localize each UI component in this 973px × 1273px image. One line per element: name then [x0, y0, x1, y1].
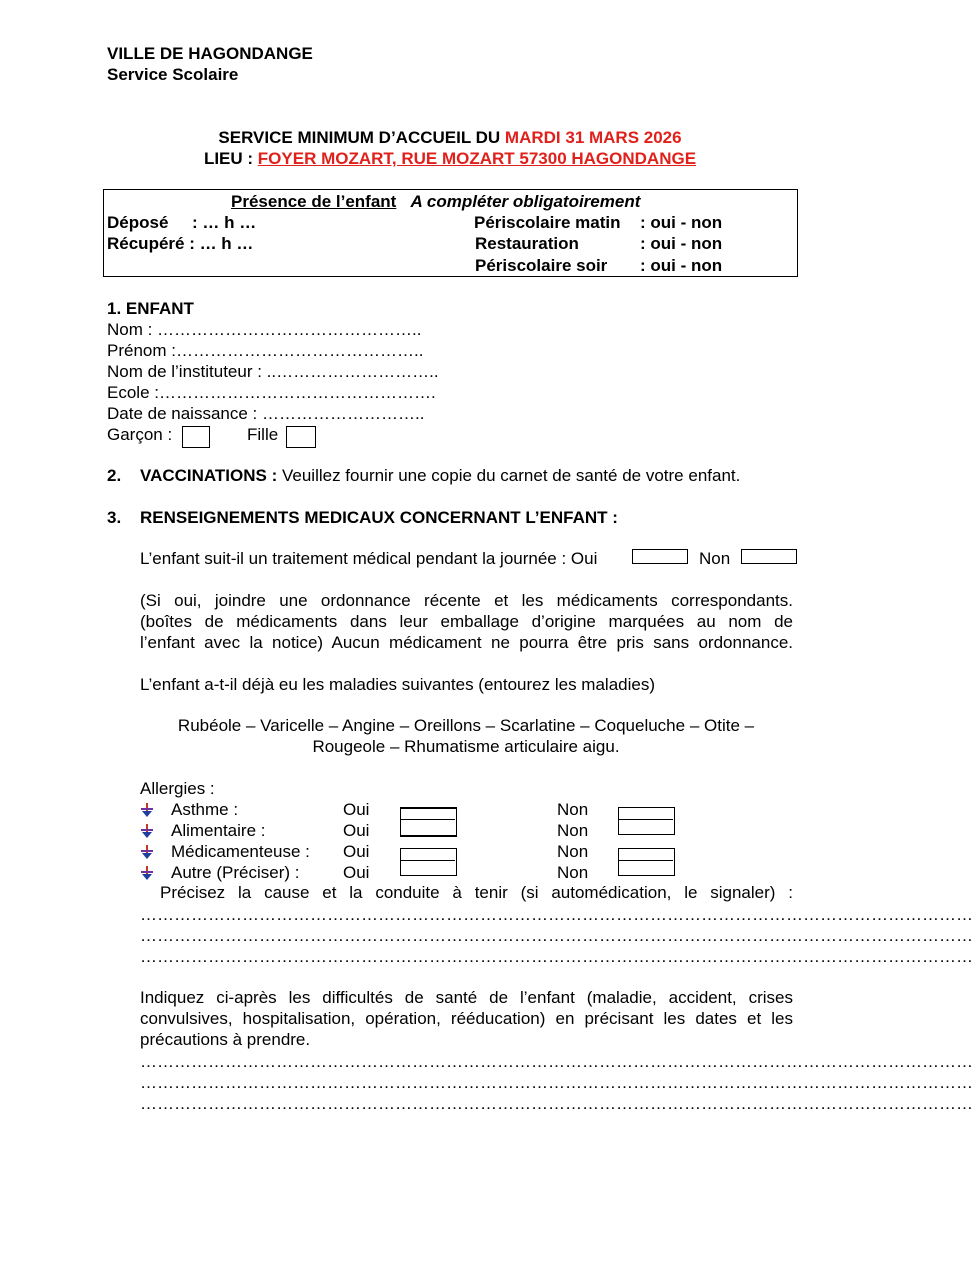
vaccinations-text [140, 465, 740, 486]
treatment-oui-checkbox[interactable] [632, 549, 688, 564]
divider [400, 819, 455, 820]
naissance-field[interactable]: Date de naissance : ……………………….. [107, 404, 425, 423]
diseases-line-1[interactable]: Rubéole – Varicelle – Angine – Oreillons – Scarlatine – Coqueluche – Otite – [177, 716, 755, 735]
restauration-choice[interactable]: : oui - non [640, 234, 723, 253]
prescription-line-2: (boîtes de médicaments dans leur emballage d’origine marquées au nom de [140, 612, 793, 631]
ecole-field[interactable]: Ecole :…………………………………………. [107, 383, 436, 402]
medicamenteuse-autre-oui-box[interactable] [400, 848, 457, 876]
autre-oui-label: Oui [343, 863, 370, 882]
medicamenteuse-autre-non-box[interactable] [618, 848, 675, 876]
medicamenteuse-oui-label: Oui [343, 842, 370, 861]
medicamenteuse-label: Médicamenteuse : [171, 842, 310, 861]
divider [618, 860, 673, 861]
fille-label: Fille [247, 425, 279, 444]
alimentaire-label: Alimentaire : [171, 821, 266, 840]
fille-checkbox[interactable] [286, 426, 316, 448]
difficulties-answer-1[interactable]: ………………………………………………………………………………………………………………………………… [140, 1052, 973, 1071]
restauration-label: Restauration [475, 234, 579, 253]
alimentaire-non-label: Non [557, 821, 589, 840]
difficulties-line-3: précautions à prendre. [140, 1030, 311, 1049]
vaccinations-number: 2. [107, 466, 122, 485]
title-line-2 [0, 148, 900, 169]
garcon-checkbox[interactable] [182, 426, 210, 448]
alimentaire-oui-label: Oui [343, 821, 370, 840]
divider [400, 860, 455, 861]
treatment-non-checkbox[interactable] [741, 549, 797, 564]
title-line-1 [0, 127, 900, 148]
title-prefix: SERVICE MINIMUM D’ACCUEIL DU [218, 128, 505, 147]
presence-heading [231, 191, 640, 212]
difficulties-answer-3[interactable]: ………………………………………………………………………………………………………………………………… [140, 1094, 973, 1113]
medicamenteuse-non-label: Non [557, 842, 589, 861]
divider [618, 819, 673, 820]
asthme-label: Asthme : [171, 800, 239, 819]
vaccinations-heading: VACCINATIONS : [140, 466, 278, 485]
service-name: Service Scolaire [107, 65, 239, 84]
periscolaire-matin-choice[interactable]: : oui - non [640, 213, 723, 232]
instituteur-field[interactable]: Nom de l’instituteur : ..……………………….. [107, 362, 439, 381]
autre-label: Autre (Préciser) : [171, 863, 300, 882]
bullet-arrow-icon [140, 865, 154, 879]
medical-number: 3. [107, 508, 122, 527]
event-location: FOYER MOZART, RUE MOZART 57300 HAGONDANGE [257, 149, 697, 168]
depose-field[interactable]: Déposé : … h … [107, 213, 257, 232]
difficulties-answer-2[interactable]: ………………………………………………………………………………………………………………………………… [140, 1073, 973, 1092]
treatment-non-label: Non [699, 549, 731, 568]
medical-heading: RENSEIGNEMENTS MEDICAUX CONCERNANT L’ENFANT : [140, 508, 618, 527]
prescription-line-3: l’enfant avec la notice) Aucun médicament ne pourra être pris sans ordonnance. [140, 633, 793, 652]
prescription-line-1: (Si oui, joindre une ordonnance récente et les médicaments correspondants. [140, 591, 793, 610]
presence-note: A compléter obligatoirement [410, 192, 641, 211]
difficulties-line-2: convulsives, hospitalisation, opération, rééducation) en précisant les dates et les [140, 1009, 793, 1028]
garcon-label: Garçon : [107, 425, 173, 444]
precisez-line-1[interactable]: ………………………………………………………………………………………………………………………………… [140, 905, 973, 924]
enfant-heading: 1. ENFANT [107, 299, 194, 318]
vaccinations-instruction: Veuillez fournir une copie du carnet de santé de votre enfant. [277, 466, 741, 485]
event-date: MARDI 31 MARS 2026 [504, 128, 682, 147]
diseases-line-2[interactable]: Rougeole – Rhumatisme articulaire aigu. [312, 737, 620, 756]
recupere-field[interactable]: Récupéré : … h … [107, 234, 254, 253]
diseases-question: L’enfant a-t-il déjà eu les maladies suivantes (entourez les maladies) [140, 675, 655, 694]
asthme-non-label: Non [557, 800, 589, 819]
allergies-label: Allergies : [140, 779, 215, 798]
asthme-alimentaire-non-box[interactable] [618, 807, 675, 835]
autre-non-label: Non [557, 863, 589, 882]
presence-title: Présence de l’enfant [231, 192, 397, 211]
periscolaire-soir-choice[interactable]: : oui - non [640, 256, 723, 275]
bullet-arrow-icon [140, 844, 154, 858]
precisez-line-3[interactable]: ………………………………………………………………………………………………………………………………… [140, 947, 973, 966]
treatment-question: L’enfant suit-il un traitement médical pendant la journée : Oui [140, 549, 598, 568]
periscolaire-matin-label: Périscolaire matin [474, 213, 621, 232]
location-prefix: LIEU : [203, 149, 258, 168]
precisez-line-2[interactable]: ………………………………………………………………………………………………………………………………… [140, 926, 973, 945]
asthme-oui-label: Oui [343, 800, 370, 819]
bullet-arrow-icon [140, 823, 154, 837]
city-name: VILLE DE HAGONDANGE [107, 44, 313, 63]
nom-field[interactable]: Nom : ……………………………………….. [107, 320, 422, 339]
prenom-field[interactable]: Prénom :…………………………………….. [107, 341, 424, 360]
precisez-text: Précisez la cause et la conduite à tenir (si automédication, le signaler) : [160, 883, 793, 902]
bullet-arrow-icon [140, 802, 154, 816]
periscolaire-soir-label: Périscolaire soir [475, 256, 608, 275]
difficulties-line-1: Indiquez ci-après les difficultés de santé de l’enfant (maladie, accident, crises [140, 988, 793, 1007]
asthme-alimentaire-oui-box[interactable] [400, 807, 457, 837]
